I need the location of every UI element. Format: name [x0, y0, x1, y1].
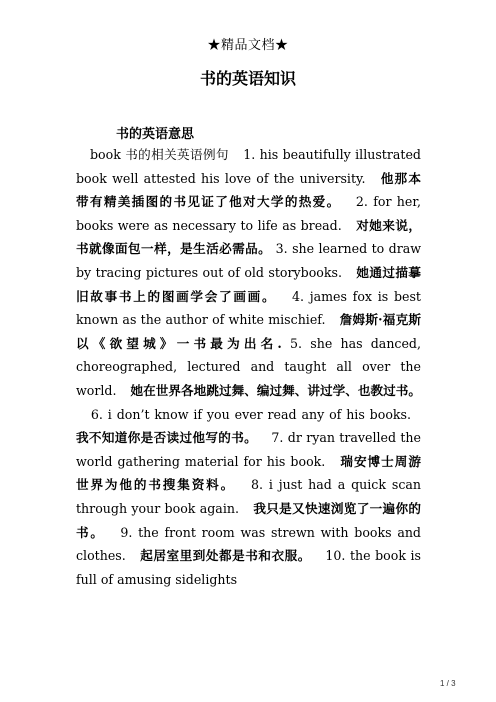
- page-header: ★精品文档★: [207, 38, 289, 53]
- document-title: 书的英语知识: [199, 69, 296, 88]
- example-en: 4. james fox is best known as the author of white mischief.: [76, 288, 421, 328]
- example-en: 2. for her, books were as necessary to life as bread.: [76, 194, 422, 233]
- example-zh: 我只是又快速浏览了一遍你的书。: [76, 500, 421, 540]
- body-paragraph: [76, 143, 421, 591]
- example-zh: 詹姆斯·福克斯以《欲望城》一书最为出名.: [76, 312, 421, 351]
- example-en: 3. she learned to draw by tracing pictures out of old storybooks.: [76, 241, 422, 280]
- example-zh: 起居室里到处都是书和衣服。: [140, 548, 311, 564]
- example-zh: 她在世界各地跳过舞、编过舞、讲过学、也教过书。: [130, 382, 421, 398]
- example-zh: 她通过描摹旧故事书上的图画学会了画画。: [76, 264, 421, 304]
- example-en: 7. dr ryan travelled the world gathering material for his book.: [76, 430, 421, 469]
- example-en: 5. she has danced, choreographed, lectured and taught all over the world.: [76, 335, 421, 398]
- example-zh: 对她来说，书就像面包一样，是生活必需品。: [76, 217, 421, 257]
- example-en: 9. the front room was strewn with books and clothes.: [76, 524, 421, 564]
- example-en: 8. i just had a quick scan through your book again.: [76, 477, 421, 516]
- example-en: 6. i don’t know if you ever read any of his books.: [90, 406, 411, 422]
- example-intro: book 书的相关英语例句: [90, 147, 229, 162]
- example-en: 10. the book is full of amusing sidelights: [76, 548, 421, 587]
- section-heading: 书的英语意思: [116, 127, 195, 142]
- page-number: 1 / 3: [440, 679, 456, 688]
- example-zh: 我不知道你是否读过他写的书。: [76, 430, 258, 446]
- example-zh: 瑞安博士周游世界为他的书搜集资料。: [76, 453, 421, 493]
- example-en: 1. his beautifully illustrated book well attested his love of the university.: [76, 147, 421, 186]
- example-zh: 他那本带有精美插图的书见证了他对大学的热爱。: [76, 170, 421, 210]
